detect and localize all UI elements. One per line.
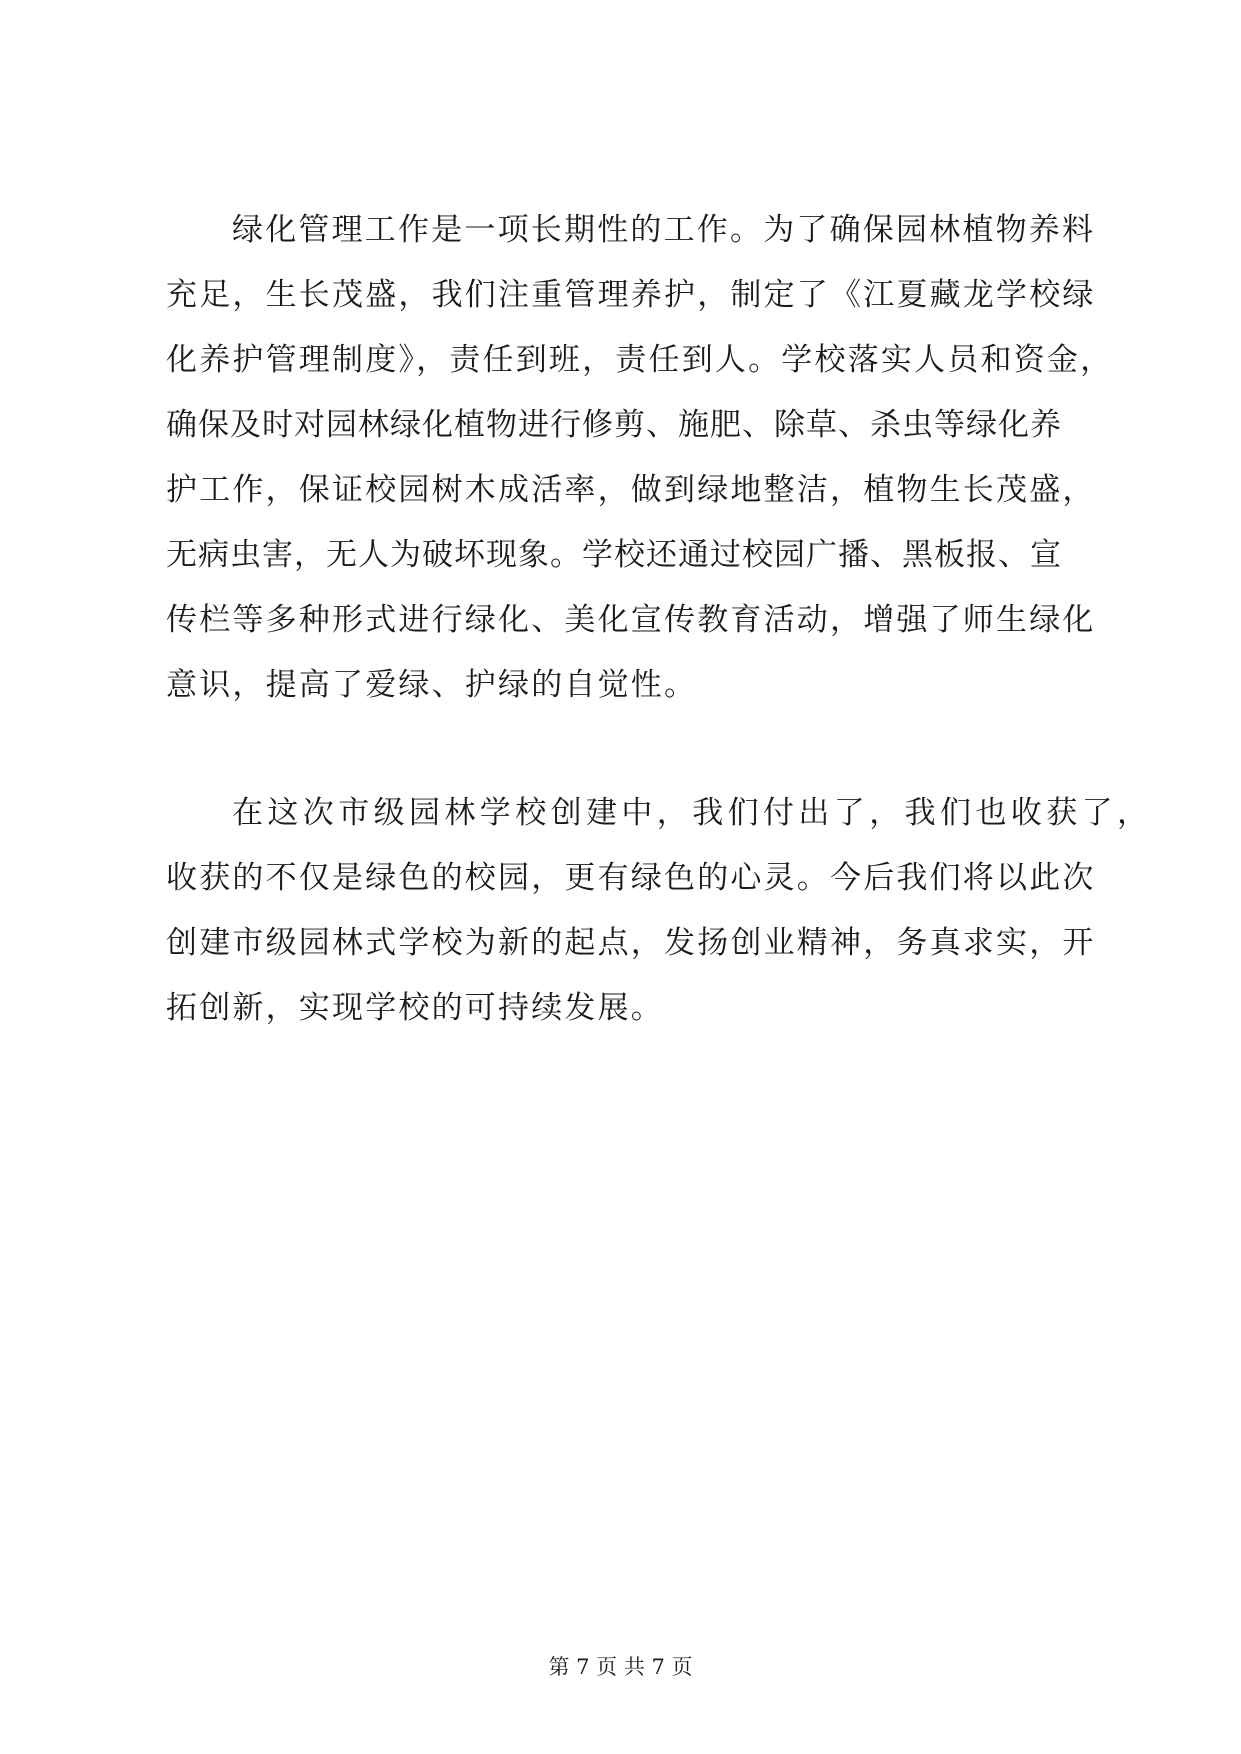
paragraph-line: 拓创新，实现学校的可持续发展。: [166, 990, 664, 1026]
paragraph-line: 确保及时对园林绿化植物进行修剪、施肥、除草、杀虫等绿化养: [166, 407, 1062, 443]
paragraph-line: 在这次市级园林学校创建中，我们付出了，我们也收获了，: [232, 795, 1153, 831]
page-number-footer: 第 7 页 共 7 页: [548, 1655, 693, 1679]
paragraph-line: 收获的不仅是绿色的校园，更有绿色的心灵。今后我们将以此次: [166, 860, 1096, 896]
paragraph-line: 意识，提高了爱绿、护绿的自觉性。: [166, 667, 698, 703]
paragraph-line: 创建市级园林式学校为新的起点，发扬创业精神，务真求实，开: [166, 925, 1096, 961]
paragraph-line: 绿化管理工作是一项长期性的工作。为了确保园林植物养料: [232, 212, 1096, 248]
paragraph-line: 传栏等多种形式进行绿化、美化宣传教育活动，增强了师生绿化: [166, 602, 1096, 638]
paragraph-line: 护工作，保证校园树木成活率，做到绿地整洁，植物生长茂盛，: [166, 472, 1096, 508]
paragraph-line: 无病虫害，无人为破坏现象。学校还通过校园广播、黑板报、宣: [166, 537, 1062, 573]
paragraph-line: 化养护管理制度》，责任到班，责任到人。学校落实人员和资金，: [166, 342, 1114, 378]
paragraph-line: 充足，生长茂盛，我们注重管理养护，制定了《江夏藏龙学校绿: [166, 277, 1096, 313]
